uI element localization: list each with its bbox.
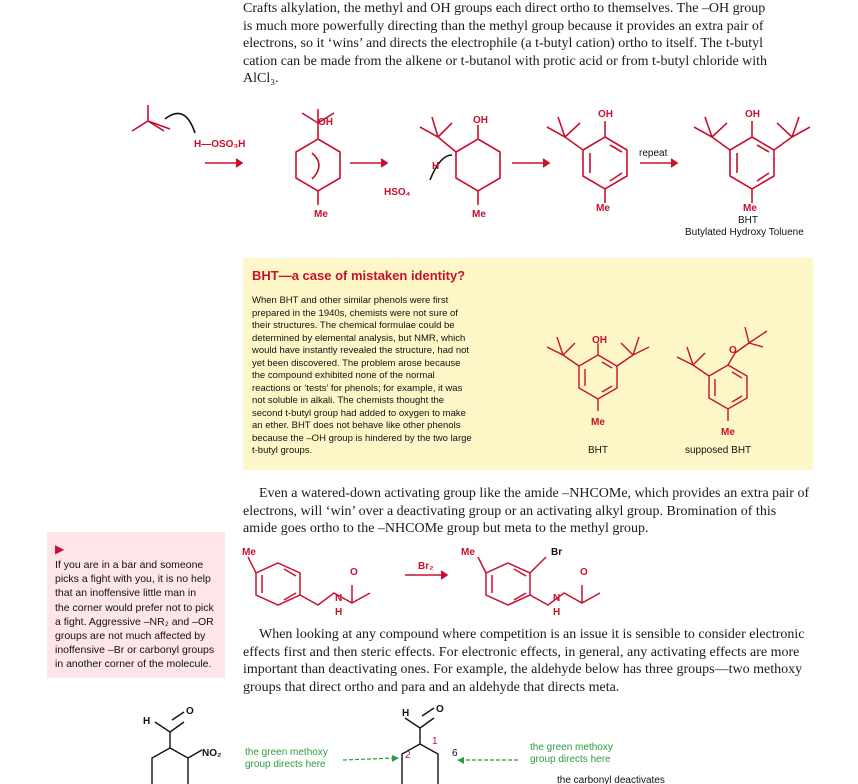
- text-line: effects first and then steric effects. For electronic effects, in general, any activating effects are more: [243, 644, 800, 660]
- me-label: Me: [242, 547, 256, 558]
- me-label: Me: [721, 427, 735, 438]
- box-line: reactions or ‘tests’ for phenols; for example, it was: [252, 382, 463, 394]
- bht-full-name: Butylated Hydroxy Toluene: [685, 227, 804, 238]
- h-label: H: [402, 708, 410, 719]
- green-right-note: group directs here: [530, 754, 611, 765]
- margin-line: If you are in a bar and someone: [55, 559, 204, 571]
- margin-line: that an inoffensive little man in: [55, 587, 197, 600]
- text-line: cation can be made from the alkene or t-butanol with protic acid or from t-butyl chloride with: [243, 53, 768, 69]
- no2-label: NO₂: [202, 748, 222, 759]
- repeat-label: repeat: [639, 148, 668, 159]
- text-line: electrons, will ‘win’ over a deactivating group or an activating alkyl group. Bromination of this: [243, 503, 777, 519]
- n-label: N: [335, 593, 343, 604]
- o-label: O: [350, 567, 358, 578]
- margin-line: in another corner of the molecule.: [55, 658, 212, 671]
- me-label: Me: [461, 547, 475, 558]
- br2-label: Br₂: [418, 561, 434, 572]
- me-label: Me: [743, 203, 757, 214]
- amide-paragraph: [243, 485, 813, 538]
- intro-paragraph: [243, 0, 813, 88]
- h-label: H: [143, 716, 151, 727]
- aldehyde-scheme: [0, 700, 858, 784]
- box-line: their structures. The chemical formulae could be: [252, 320, 455, 331]
- text-line: Even a watered-down activating group like the amide –NHCOMe, which provides an extra pair of: [259, 486, 810, 501]
- o-label: O: [436, 704, 444, 715]
- text-line: AlCl₃.: [243, 71, 279, 87]
- n-label: N: [553, 593, 561, 604]
- o-label: O: [729, 345, 737, 356]
- o-label: O: [186, 706, 194, 717]
- box-body: [252, 295, 492, 458]
- green-left-note: group directs here: [245, 759, 326, 770]
- margin-note: [47, 532, 225, 678]
- text-line: Crafts alkylation, the methyl and OH groups each direct ortho to themselves. The –OH group: [243, 1, 766, 16]
- h-label: H: [335, 607, 343, 618]
- carbonyl-note: the carbonyl deactivates: [557, 775, 665, 784]
- box-line: determined by elemental analysis, but NMR, which: [252, 332, 466, 344]
- me-label: Me: [596, 203, 610, 214]
- hso4-label: HSO₄: [384, 187, 411, 198]
- oh-label: OH: [745, 109, 760, 120]
- reagent-label: H—OSO₃H: [194, 139, 246, 150]
- box-line: would have instantly revealed the structure, had not: [252, 345, 470, 356]
- supposed-bht-label: supposed BHT: [685, 445, 752, 456]
- bht-synthesis-scheme: [0, 95, 858, 245]
- br-label: Br: [551, 547, 563, 558]
- box-title: BHT—a case of mistaken identity?: [252, 268, 466, 283]
- oh-label: OH: [592, 335, 607, 346]
- margin-line: picks a fight with you, it is no help: [55, 573, 211, 586]
- box-line: t-butyl groups.: [252, 445, 313, 456]
- h-label: H: [432, 161, 440, 172]
- position-number: 6: [452, 748, 458, 759]
- box-line: second t-butyl group had added to oxygen to make: [252, 407, 466, 419]
- text-line: amide goes ortho to the –NHCOMe group but meta to the methyl group.: [243, 521, 649, 537]
- o-label: O: [580, 567, 588, 578]
- margin-line: a fight. Aggressive –NR₂ and –OR: [55, 615, 214, 628]
- oh-label: OH: [318, 117, 333, 128]
- box-line: prepared in the 1940s, chemists were not sure of: [252, 307, 458, 319]
- triangle-marker-icon: ▶: [55, 542, 65, 556]
- bht-label: BHT: [588, 445, 608, 456]
- box-line: an ether. BHT does not behave like other phenols: [252, 420, 461, 431]
- me-label: Me: [314, 209, 328, 220]
- bht-structures: [523, 313, 813, 463]
- position-number: 2: [405, 750, 411, 761]
- box-line: the compound exhibited none of the normal: [252, 370, 435, 381]
- text-line: is much more powerfully directing than the methyl group because it provides an extra pair of: [243, 18, 764, 34]
- amide-bromination-scheme: [240, 545, 640, 620]
- h-label: H: [553, 607, 561, 618]
- margin-text: [55, 558, 225, 672]
- oh-label: OH: [473, 115, 488, 126]
- box-line: not soluble in alkali. The chemists thought the: [252, 395, 445, 406]
- margin-line: the corner would prefer not to pick: [55, 601, 214, 614]
- green-right-note: the green methoxy: [530, 742, 613, 753]
- oh-label: OH: [598, 109, 613, 120]
- bht-feature-box: [243, 258, 813, 470]
- text-line: electrons, so it ‘wins’ and directs the electrophile (a t-butyl cation) ortho to itself. The t-butyl: [243, 36, 764, 52]
- competition-paragraph: [243, 626, 813, 696]
- text-line: When looking at any compound where competition is an issue it is sensible to consider electronic: [259, 627, 805, 642]
- text-line: important than deactivating ones. For example, the aldehyde below has three groups—two methoxy: [243, 662, 803, 678]
- me-label: Me: [591, 417, 605, 428]
- margin-line: groups are not much affected by: [55, 630, 206, 643]
- text-line: groups that direct ortho and para and an aldehyde that directs meta.: [243, 679, 620, 695]
- box-line: because the –OH group is hindered by the two large: [252, 432, 472, 444]
- box-line: yet been discovered. The problem arose because: [252, 357, 461, 369]
- position-number: 1: [432, 736, 438, 747]
- margin-line: inoffensive –Br or carbonyl groups: [55, 644, 215, 657]
- me-label: Me: [472, 209, 486, 220]
- box-line: When BHT and other similar phenols were first: [252, 295, 449, 306]
- bht-label: BHT: [738, 215, 758, 226]
- green-left-note: the green methoxy: [245, 747, 328, 758]
